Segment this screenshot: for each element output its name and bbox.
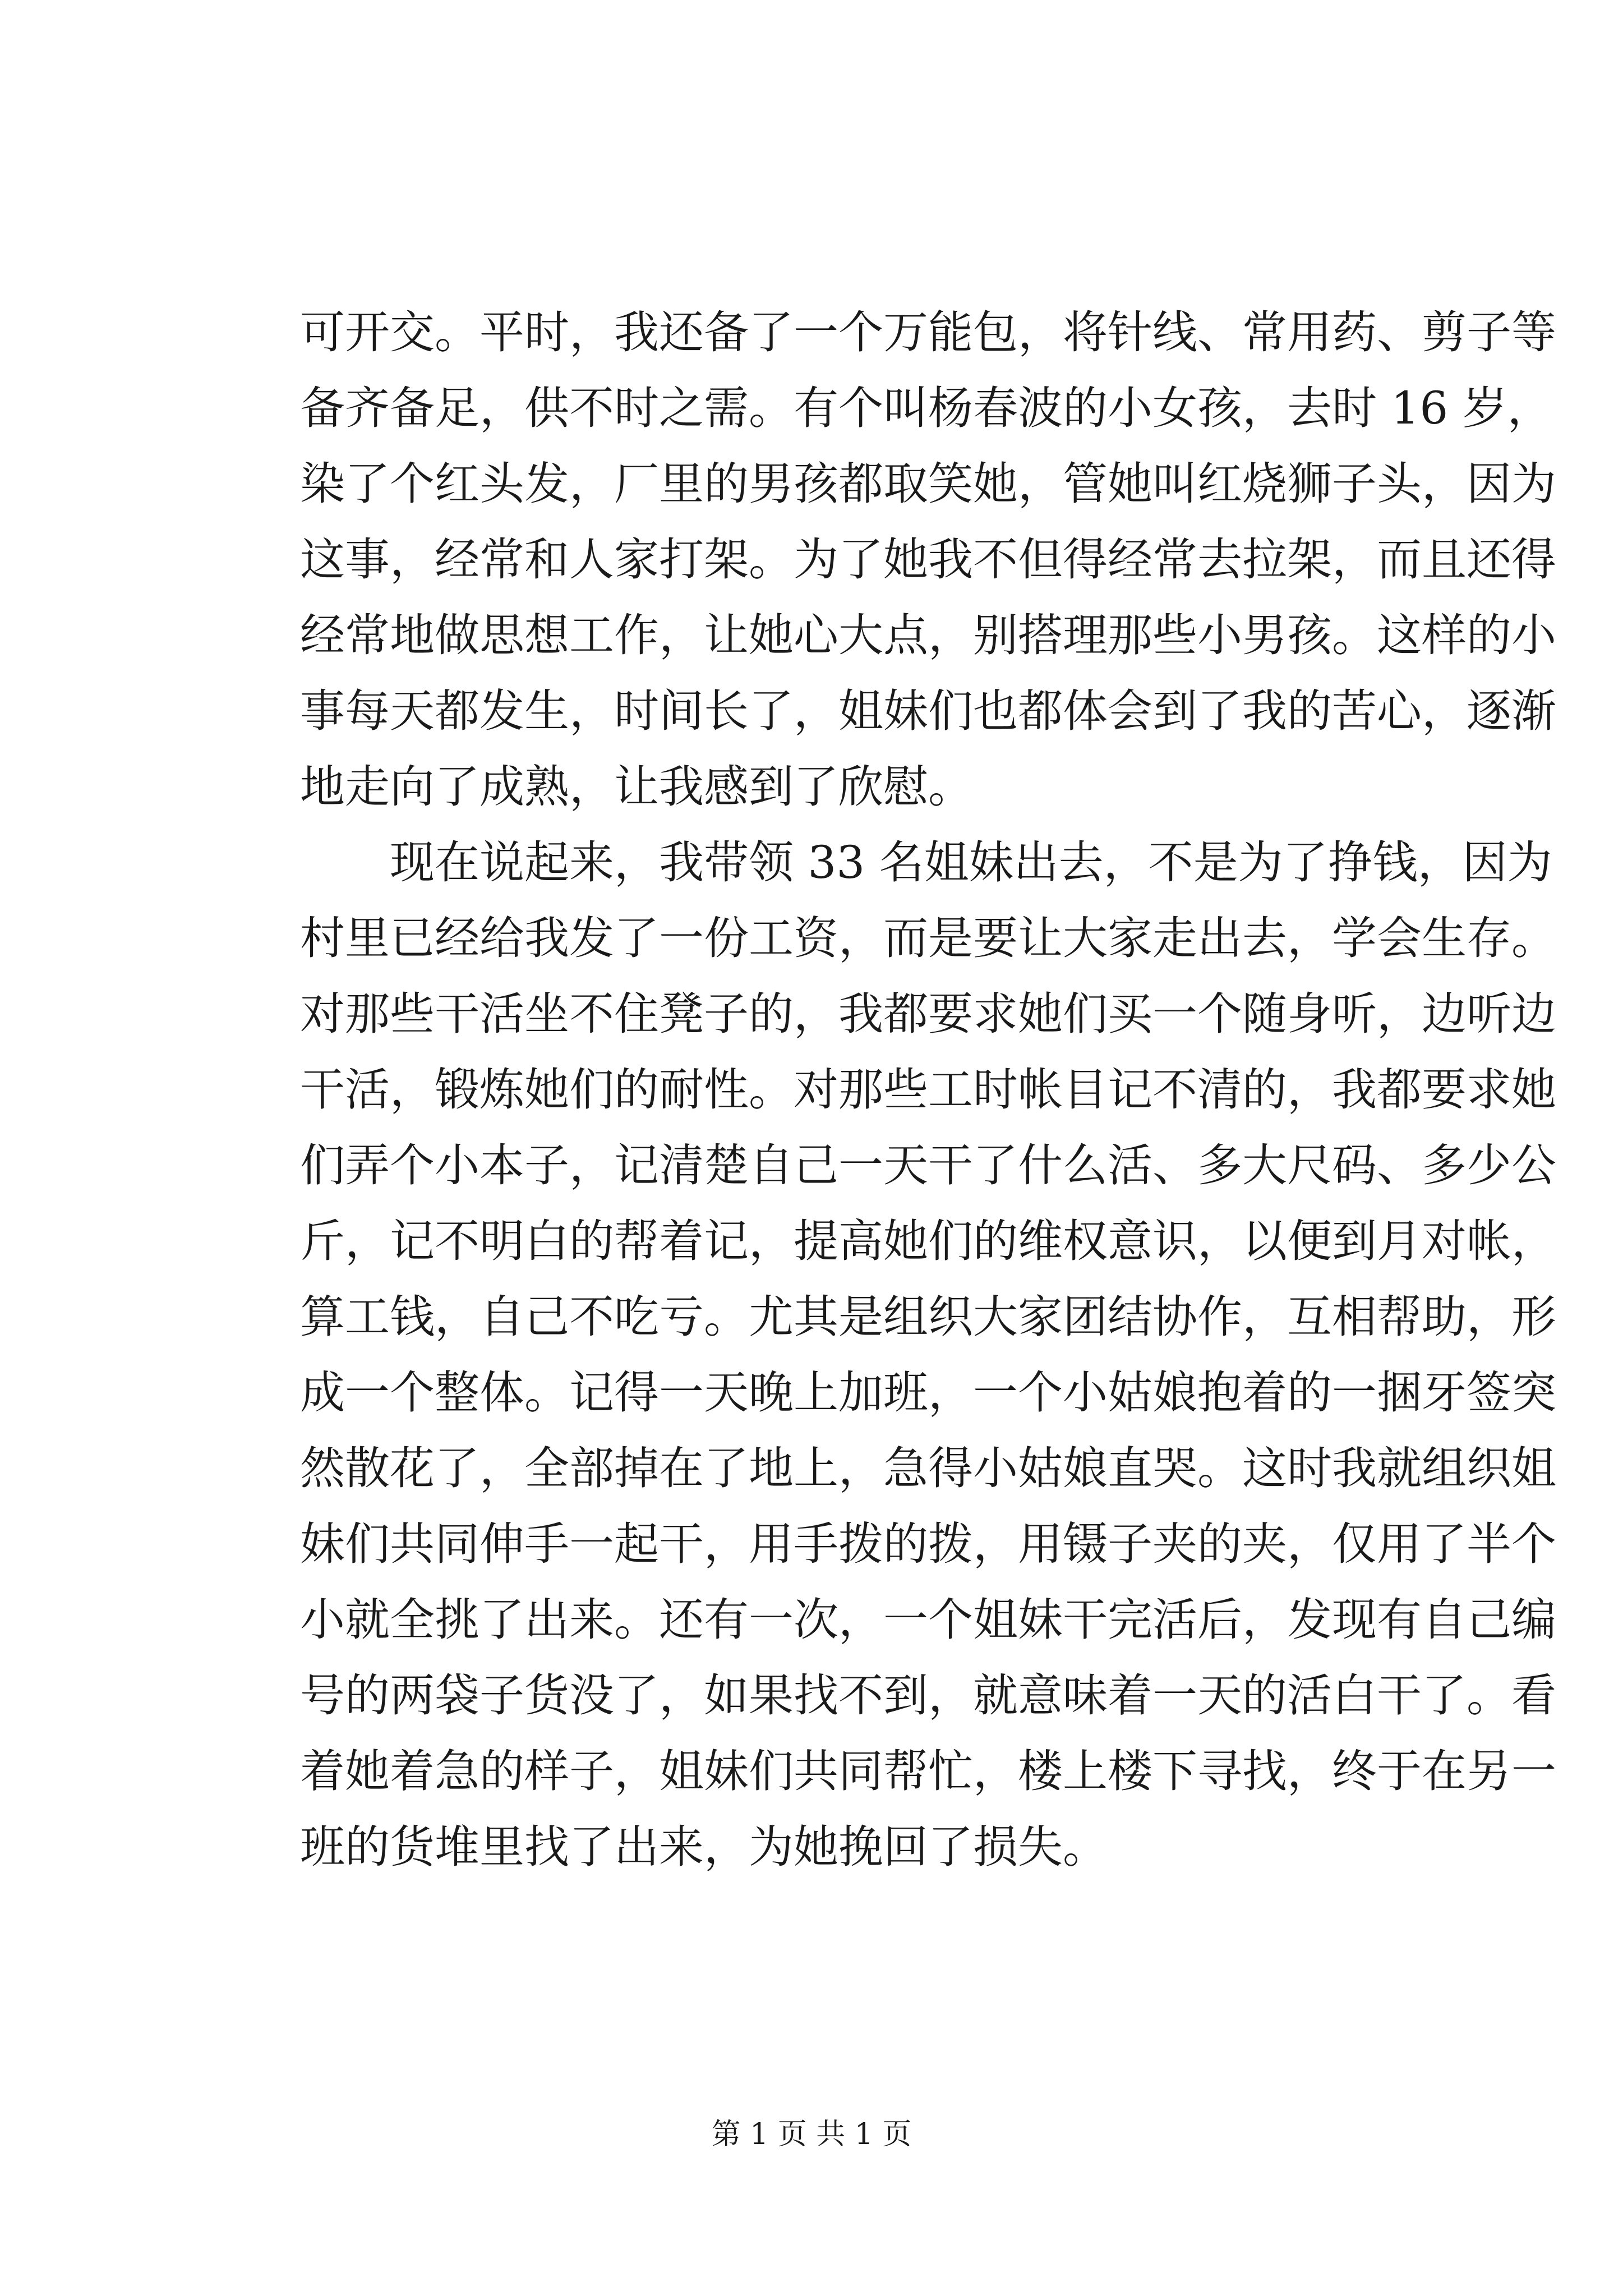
text-line: 现在说起来，我带领 33 名姐妹出去，不是为了挣钱，因为: [300, 836, 1552, 889]
text-line: 算工钱，自己不吃亏。尤其是组织大家团结协作，互相帮助，形: [300, 1291, 1556, 1343]
text-line: 成一个整体。记得一天晚上加班，一个小姑娘抱着的一捆牙签突: [300, 1366, 1556, 1419]
text-line: 村里已经给我发了一份工资，而是要让大家走出去，学会生存。: [300, 912, 1556, 964]
text-line: 然散花了，全部掉在了地上，急得小姑娘直哭。这时我就组织姐: [300, 1442, 1556, 1494]
text-line: 干活，锻炼她们的耐性。对那些工时帐目记不清的，我都要求她: [300, 1064, 1556, 1116]
text-line: 斤，记不明白的帮着记，提高她们的维权意识，以便到月对帐，: [300, 1215, 1556, 1267]
text-line: 号的两袋子货没了，如果找不到，就意味着一天的活白干了。看: [300, 1669, 1556, 1722]
text-line: 可开交。平时，我还备了一个万能包，将针线、常用药、剪子等: [300, 306, 1556, 358]
text-line: 对那些干活坐不住凳子的，我都要求她们买一个随身听，边听边: [300, 988, 1556, 1040]
text-line: 小就全挑了出来。还有一次，一个姐妹干完活后，发现有自己编: [300, 1594, 1556, 1646]
text-line: 妹们共同伸手一起干，用手拨的拨，用镊子夹的夹，仅用了半个: [300, 1518, 1556, 1570]
text-line: 们弄个小本子，记清楚自己一天干了什么活、多大尺码、多少公: [300, 1139, 1556, 1191]
text-line: 染了个红头发，厂里的男孩都取笑她，管她叫红烧狮子头，因为: [300, 458, 1556, 510]
text-line: 备齐备足，供不时之需。有个叫杨春波的小女孩，去时 16 岁，: [300, 382, 1552, 434]
page-number-footer: 第 1 页 共 1 页: [711, 2118, 912, 2151]
text-line: 班的货堆里找了出来，为她挽回了损失。: [300, 1821, 1108, 1873]
text-line: 经常地做思想工作，让她心大点，别搭理那些小男孩。这样的小: [300, 609, 1556, 661]
text-line: 这事，经常和人家打架。为了她我不但得经常去拉架，而且还得: [300, 533, 1556, 586]
text-line: 事每天都发生，时间长了，姐妹们也都体会到了我的苦心，逐渐: [300, 685, 1556, 737]
text-line: 着她着急的样子，姐妹们共同帮忙，楼上楼下寻找，终于在另一: [300, 1745, 1556, 1797]
text-line: 地走向了成熟，让我感到了欣慰。: [300, 761, 973, 813]
body-text: [300, 295, 1556, 1885]
